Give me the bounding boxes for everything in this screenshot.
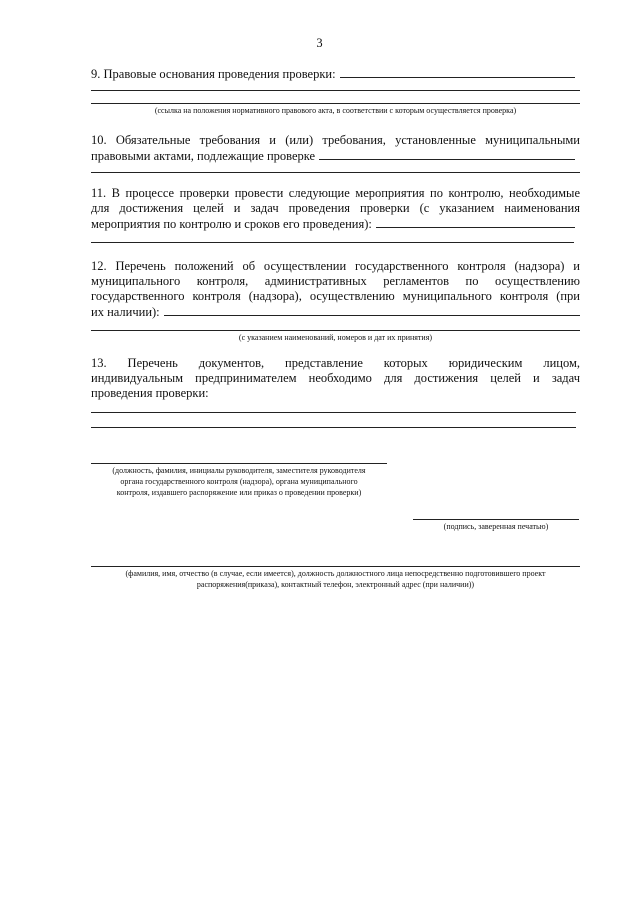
section-12-fill-line (164, 304, 580, 316)
section-12-rule (91, 330, 580, 331)
section-13-line-2: индивидуальным предпринимателем необходимо для достижения целей и задач (91, 371, 580, 385)
signatory-rule (91, 463, 387, 464)
section-10-fill-line (319, 148, 575, 160)
section-13-line-1: 13. Перечень документов, представление которых юридическим лицом, (91, 356, 580, 370)
section-9-rule-2 (91, 103, 580, 104)
signatory-caption-line-3: контроля, издавшего распоряжение или приказ о проведении проверки) (116, 488, 362, 497)
signatory-caption-line-1: (должность, фамилия, инициалы руководителя, заместителя руководителя (112, 466, 366, 475)
section-10-line-2-row (91, 148, 575, 164)
signatory-caption-line-2: органа государственного контроля (надзора), органа муниципального (120, 477, 358, 486)
preparer-caption-line-1: (фамилия, имя, отчество (в случае, если имеется), должность должностного лица непосредственно подготовившего проект (125, 569, 546, 578)
signature-rule (413, 519, 579, 520)
section-9-fill-line (340, 66, 575, 78)
section-13-rule-2 (91, 427, 576, 428)
page-number: 3 (316, 36, 323, 50)
section-11-line-3-row (91, 216, 575, 232)
section-12-line-1: 12. Перечень положений об осуществлении государственного контроля (надзора) и (91, 259, 580, 273)
section-9-label-row (91, 66, 575, 82)
section-13-rule-1 (91, 412, 576, 413)
section-9-caption: (ссылка на положения нормативного правового акта, в соответствии с которым осуществляется проверка) (154, 106, 517, 115)
section-11-line-2: для достижения целей и задач проведения проверки (с указанием наименования (91, 201, 580, 215)
section-11-line-3: мероприятия по контролю и сроков его проведения): (91, 217, 372, 231)
section-12-line-3: государственного контроля (надзора), осуществлению муниципального контроля (при (91, 289, 580, 303)
preparer-caption-line-2: распоряжения(приказа), контактный телефон, электронный адрес (при наличии)) (196, 580, 475, 589)
section-9-label: 9. Правовые основания проведения проверки: (91, 67, 336, 81)
section-11-rule (91, 242, 574, 243)
section-13-line-3: проведения проверки: (91, 386, 209, 400)
section-12-line-4-row (91, 304, 580, 320)
section-10-line-2: правовыми актами, подлежащие проверке (91, 149, 316, 163)
section-11-fill-line (376, 216, 575, 228)
section-12-line-4: их наличии): (91, 305, 160, 319)
section-11-line-1: 11. В процессе проверки провести следующие мероприятия по контролю, необходимые (91, 186, 580, 200)
preparer-rule (91, 566, 580, 567)
section-10-line-1: 10. Обязательные требования и (или) требования, установленные муниципальными (91, 133, 580, 147)
signature-caption: (подпись, заверенная печатью) (443, 522, 549, 531)
section-12-caption: (с указанием наименований, номеров и дат их принятия) (238, 333, 433, 342)
section-10-rule (91, 172, 580, 173)
section-9-rule-1 (91, 90, 580, 91)
section-12-line-2: муниципального контроля, административных регламентов по осуществлению (91, 274, 580, 288)
